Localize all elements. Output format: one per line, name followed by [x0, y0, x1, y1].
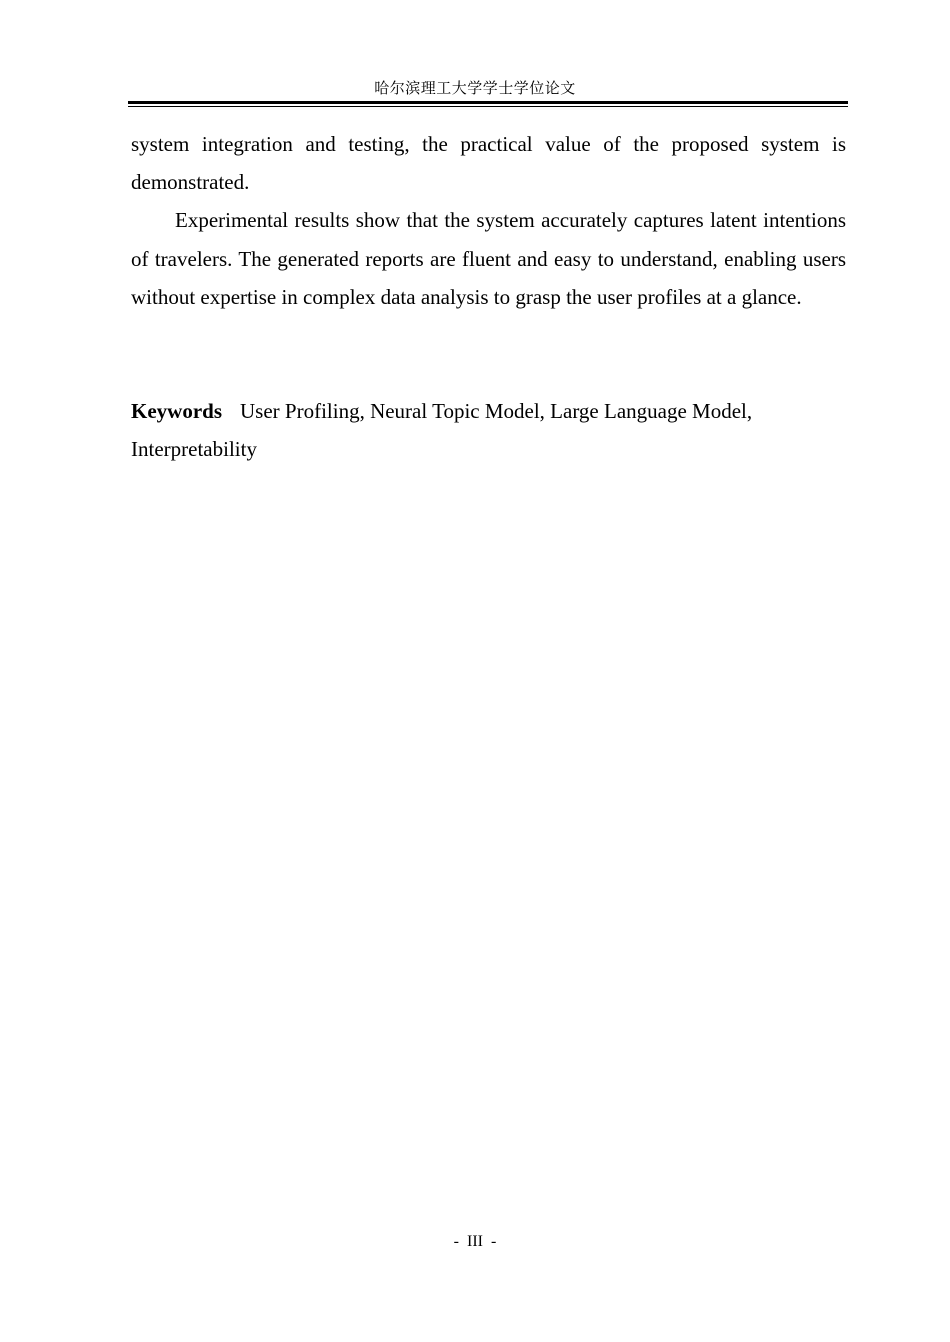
- paragraph-results: Experimental results show that the system accurately captures latent intentions of travelers. The generated reports are fluent and easy to understand, enabling users without expertise in complex data analysis to grasp the user profiles at a glance.: [131, 208, 846, 309]
- keywords-text: User Profiling, Neural Topic Model, Large Language Model, Interpretability: [131, 399, 753, 462]
- running-header: 哈尔滨理工大学学士学位论文: [374, 79, 576, 97]
- abstract-body: [131, 125, 846, 316]
- header-rule-thin: [128, 106, 848, 107]
- page-number: - III -: [453, 1233, 497, 1250]
- keywords-label: Keywords: [131, 399, 222, 423]
- paragraph-continuation: system integration and testing, the practical value of the proposed system is demonstrated.: [131, 132, 846, 195]
- header-rule-thick: [128, 101, 848, 104]
- keywords-line: [131, 392, 846, 468]
